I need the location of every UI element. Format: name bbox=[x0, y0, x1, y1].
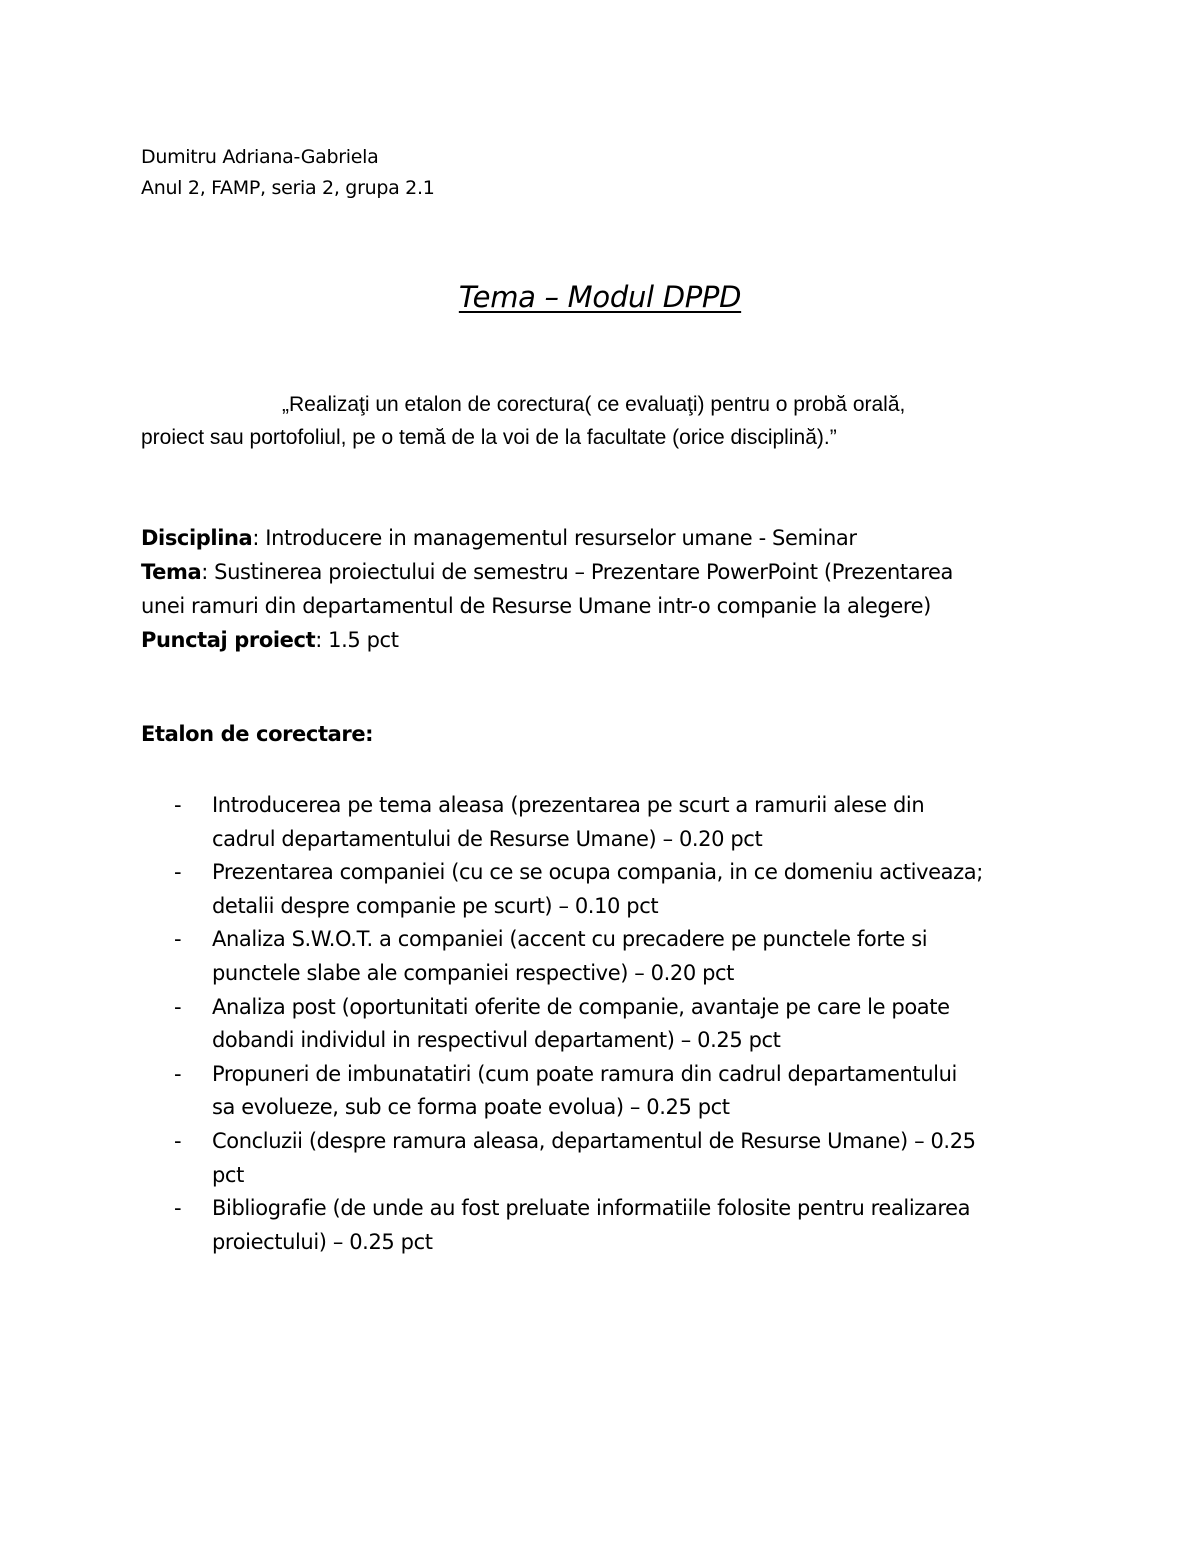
list-item-line-1: Introducerea pe tema aleasa (prezentarea pe scurt a ramurii alese din bbox=[212, 793, 925, 817]
assignment-quote bbox=[141, 388, 1081, 454]
list-item bbox=[141, 856, 1081, 923]
project-info bbox=[141, 521, 1081, 657]
list-item-line-1: Prezentarea companiei (cu ce se ocupa compania, in ce domeniu activeaza; bbox=[212, 860, 983, 885]
list-item bbox=[141, 923, 1081, 990]
list-dash: - bbox=[174, 793, 182, 817]
theme-value-line-1: : Sustinerea proiectului de semestru – Prezentare PowerPoint (Prezentarea bbox=[201, 560, 953, 584]
list-dash: - bbox=[174, 994, 182, 1019]
list-dash: - bbox=[174, 860, 182, 885]
list-dash: - bbox=[174, 927, 182, 952]
list-item-line-1: Concluzii (despre ramura aleasa, departamentul de Resurse Umane) – 0.25 bbox=[212, 1128, 976, 1153]
author-block bbox=[141, 142, 434, 204]
discipline-value: : Introducere in managementul resurselor umane - Seminar bbox=[252, 526, 857, 550]
list-item-line-2: sa evolueze, sub ce forma poate evolua) – 0.25 pct bbox=[212, 1095, 730, 1120]
list-item bbox=[141, 789, 1081, 856]
list-item-line-2: dobandi individul in respectivul departament) – 0.25 pct bbox=[212, 1028, 781, 1053]
list-item bbox=[141, 991, 1081, 1058]
list-item-line-2: punctele slabe ale companiei respective) – 0.20 pct bbox=[212, 960, 735, 985]
score-label: Punctaj proiect bbox=[141, 628, 316, 652]
theme-line bbox=[141, 555, 1081, 589]
list-item-line-1: Bibliografie (de unde au fost preluate informatiile folosite pentru realizarea bbox=[212, 1196, 971, 1221]
author-group: Anul 2, FAMP, seria 2, grupa 2.1 bbox=[141, 177, 435, 199]
score-value: : 1.5 pct bbox=[315, 628, 399, 652]
criteria-list bbox=[141, 789, 1081, 1259]
quote-line-1: „Realizaţi un etalon de corectura( ce evaluaţi) pentru o probă orală, bbox=[282, 393, 906, 416]
list-item-line-2: detalii despre companie pe scurt) – 0.10 pct bbox=[212, 893, 659, 918]
list-item-line-1: Analiza S.W.O.T. a companiei (accent cu precadere pe punctele forte si bbox=[212, 927, 928, 952]
list-item bbox=[141, 1125, 1081, 1192]
theme-value-line-2: unei ramuri din departamentul de Resurse Umane intr-o companie la alegere) bbox=[141, 594, 931, 618]
list-dash: - bbox=[174, 1061, 182, 1086]
theme-label: Tema bbox=[141, 560, 202, 584]
discipline-label: Disciplina bbox=[141, 526, 253, 550]
etalon-heading: Etalon de corectare: bbox=[141, 722, 374, 746]
list-dash: - bbox=[174, 1128, 182, 1153]
list-dash: - bbox=[174, 1196, 182, 1221]
score-line bbox=[141, 623, 1081, 657]
list-item-line-2: pct bbox=[212, 1162, 244, 1187]
discipline-line bbox=[141, 521, 1081, 555]
list-item bbox=[141, 1192, 1081, 1259]
quote-line-2: proiect sau portofoliul, pe o temă de la voi de la facultate (orice disciplină).” bbox=[141, 426, 837, 449]
list-item-line-1: Propuneri de imbunatatiri (cum poate ramura din cadrul departamentului bbox=[212, 1061, 957, 1086]
list-item-line-1: Analiza post (oportunitati oferite de companie, avantaje pe care le poate bbox=[212, 994, 950, 1019]
list-item bbox=[141, 1058, 1081, 1125]
document-title: Tema – Modul DPPD bbox=[458, 280, 742, 314]
list-item-line-2: cadrul departamentului de Resurse Umane) – 0.20 pct bbox=[212, 826, 763, 851]
author-name: Dumitru Adriana-Gabriela bbox=[141, 146, 379, 168]
list-item-line-2: proiectului) – 0.25 pct bbox=[212, 1229, 433, 1254]
